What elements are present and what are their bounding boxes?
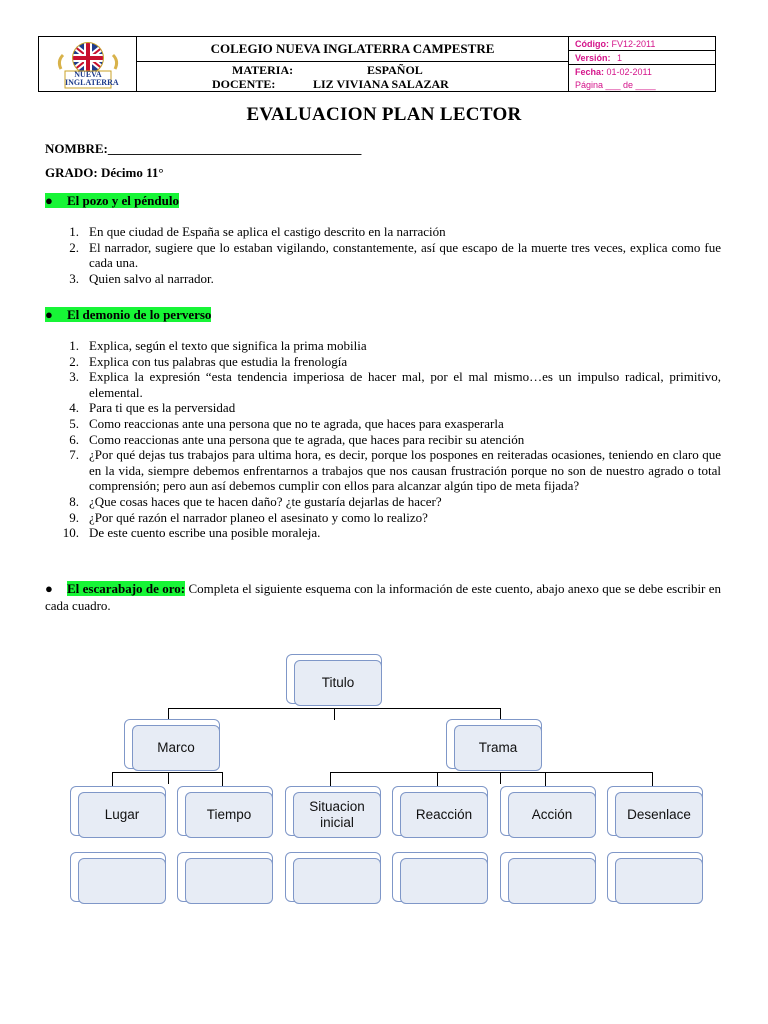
marco-box[interactable]: Marco	[132, 725, 220, 771]
tiempo-answer-box[interactable]	[185, 858, 273, 904]
section-1-title: El pozo y el péndulo	[67, 193, 179, 208]
bullet-icon: ●	[45, 307, 53, 322]
codigo-label: Código:	[575, 39, 609, 49]
list-item: 2. Explica con tus palabras que estudia la frenología	[69, 353, 348, 369]
materia-label: MATERIA:	[232, 63, 294, 77]
reaccion-box[interactable]: Reacción	[400, 792, 488, 838]
docente-label: DOCENTE:	[212, 77, 276, 91]
codigo-value: FV12-2011	[611, 39, 656, 49]
list-item: 9. ¿Por qué razón el narrador planeo el asesinato y como lo realizo?	[69, 509, 428, 525]
titulo-box[interactable]: Titulo	[294, 660, 382, 706]
materia-value: ESPAÑOL	[367, 63, 423, 77]
docente-value: LIZ VIVIANA SALAZAR	[313, 77, 449, 91]
section-3-title: El escarabajo de oro:	[67, 581, 186, 596]
section-2-list	[45, 338, 721, 541]
version-label: Versión:	[575, 53, 611, 63]
logo-text-1: NUEVA	[74, 70, 102, 79]
section-2-heading	[45, 307, 211, 323]
list-item: 8. ¿Que cosas haces que te hacen daño? ¿te gustaría dejarlas de hacer?	[69, 493, 442, 509]
list-item: 1. Explica, según el texto que significa la prima mobilia	[69, 338, 367, 353]
desenlace-box[interactable]: Desenlace	[615, 792, 703, 838]
accion-box[interactable]: Acción	[508, 792, 596, 838]
fecha-row	[569, 65, 715, 91]
logo-text-2: INGLATERRA	[65, 78, 119, 87]
situacion-answer-box[interactable]	[293, 858, 381, 904]
bullet-icon: ●	[45, 193, 53, 208]
section-1-heading	[45, 193, 179, 209]
list-item: 5. Como reaccionas ante una persona que no te agrada, que haces para exasperarla	[69, 415, 504, 431]
subject-teacher	[137, 62, 568, 91]
section-3-text: Completa el siguiente esquema con la información de este cuento, abajo anexo que se debe escribir en cada cuadro.	[45, 581, 722, 613]
list-item: 7. ¿Por qué dejas tus trabajos para ultima hora, es decir, porque los pospones en reiteradas ocasiones, teniendo en claro que en la vida, siempre debemos enfrentarnos a trabajos que nos causan frustración porque no son de nuestro agrado o total comprensión; pero aun así debemos cumplir con ellos para alcanzar algún tipo de meta fijada?	[69, 447, 721, 494]
codigo-row	[569, 37, 715, 51]
header-middle	[137, 37, 569, 91]
tiempo-box[interactable]: Tiempo	[185, 792, 273, 838]
nombre-field[interactable]: NOMBRE:_______________________________________	[45, 141, 362, 156]
list-item: 6. Como reaccionas ante una persona que te agrada, que haces para recibir su atención	[69, 431, 525, 447]
list-item: 10. De este cuento escribe una posible moraleja.	[62, 525, 321, 541]
accion-answer-box[interactable]	[508, 858, 596, 904]
header-table	[38, 36, 716, 92]
list-item: 3. Quien salvo al narrador.	[69, 270, 214, 286]
list-item: 1. En que ciudad de España se aplica el castigo descrito en la narración	[69, 224, 446, 239]
desenlace-answer-box[interactable]	[615, 858, 703, 904]
bullet-icon: ●	[45, 581, 53, 596]
list-item: 4. Para ti que es la perversidad	[69, 400, 236, 416]
list-item: 3. Explica la expresión “esta tendencia imperiosa de hacer mal, por el mal mismo…es un impulso radical, primitivo, elemental.	[69, 369, 721, 400]
header-meta	[569, 37, 715, 91]
version-value: 1	[617, 53, 623, 63]
school-logo	[39, 37, 137, 91]
list-item: 2. El narrador, sugiere que lo estaban vigilando, constantemente, así que escapo de la muerte tres veces, explica como fue cada una.	[69, 239, 721, 271]
section-1-list	[45, 224, 721, 286]
section-2-title: El demonio de lo perverso	[67, 307, 212, 322]
version-row	[569, 51, 715, 65]
trama-box[interactable]: Trama	[454, 725, 542, 771]
school-name: COLEGIO NUEVA INGLATERRA CAMPESTRE	[137, 37, 568, 62]
fecha-value: 01-02-2011	[606, 67, 652, 77]
page-title: EVALUACION PLAN LECTOR	[246, 104, 522, 125]
section-3-paragraph	[45, 580, 721, 614]
reaccion-answer-box[interactable]	[400, 858, 488, 904]
situacion-inicial-box[interactable]: Situacion inicial	[293, 792, 381, 838]
lugar-box[interactable]: Lugar	[78, 792, 166, 838]
grado-field: GRADO: Décimo 11°	[45, 165, 164, 180]
pagina-text: Página ___ de ____	[575, 80, 656, 90]
fecha-label: Fecha:	[575, 67, 605, 77]
lugar-answer-box[interactable]	[78, 858, 166, 904]
